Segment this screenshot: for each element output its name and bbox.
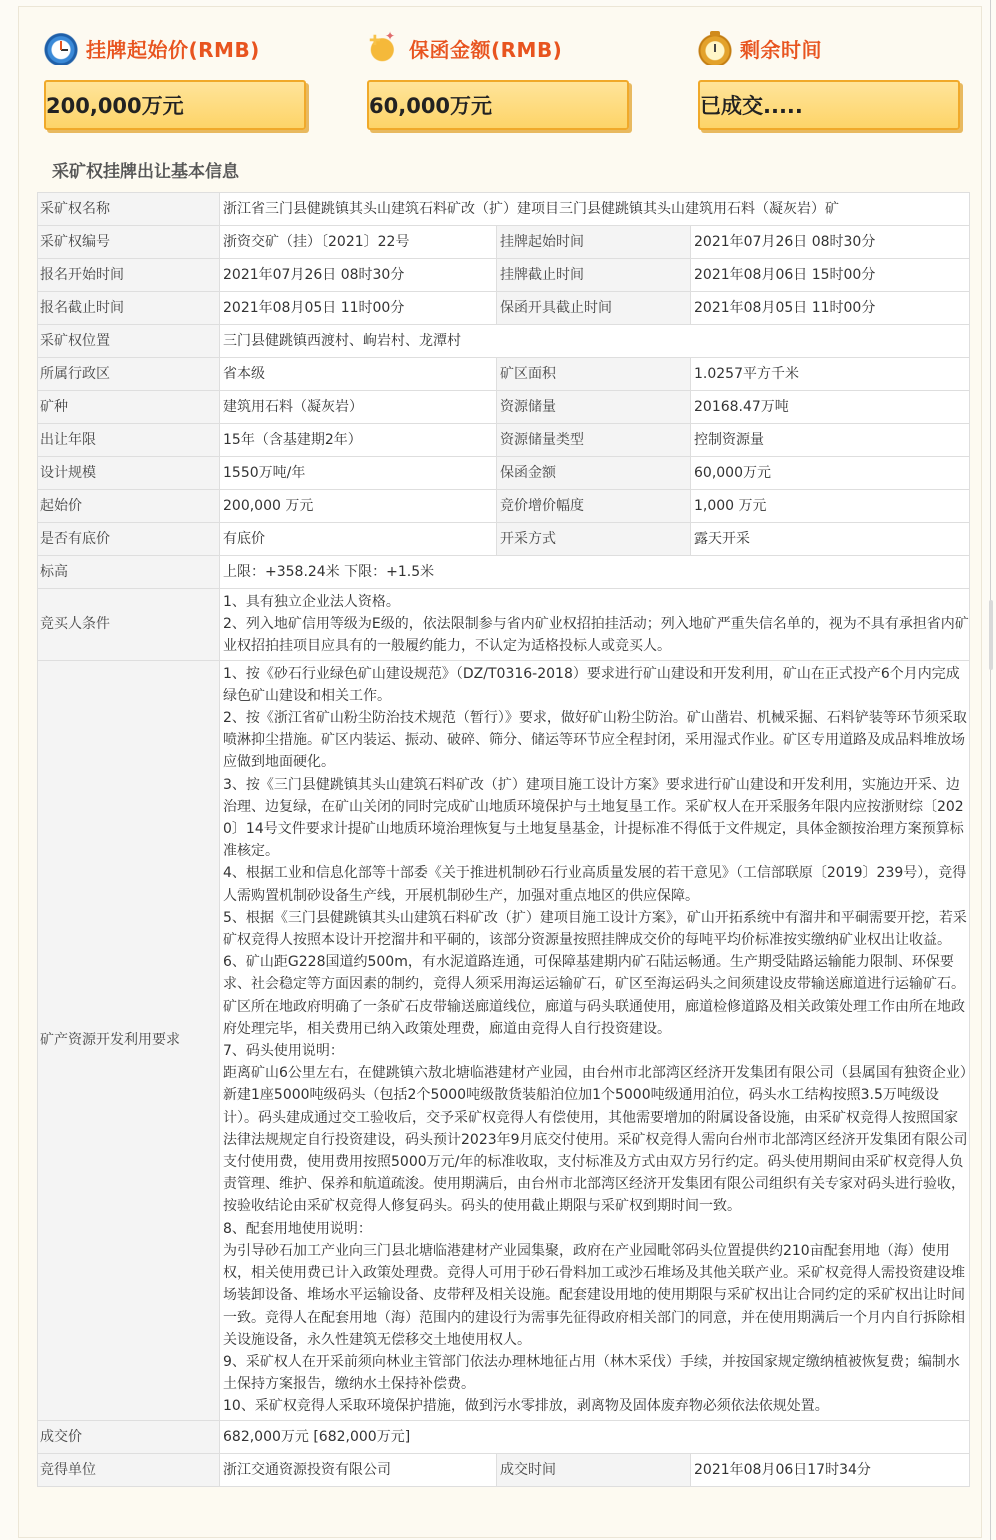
stat-remaining-header — [698, 28, 822, 68]
row-value: 1,000 万元 — [691, 490, 970, 523]
row-key: 开采方式 — [497, 523, 691, 556]
requirement-item: 为引导砂石加工产业向三门县北塘临港建材产业园集聚，政府在产业园毗邻码头位置提供约210亩配套用地（海）使用权，相关使用费已计入政策处理费。竞得人可用于砂石骨料加工或沙石堆场及其他关联产业。采矿权竞得人需投资建设堆场装卸设备、堆场水平运输设备、皮带秤及相关设施。配套建设用地的使用期限与采矿权出让合同约定的采矿权出让时间一致。竞得人在配套用地（海）范围内的建设行为需事先征得政府相关部门的同意，并在使用期满后一个月内自行拆除相关设施设备，永久性建筑无偿移交土地使用权人。 — [223, 1242, 965, 1348]
stat-guarantee-label: 保函金额(RMB) — [409, 37, 563, 62]
stat-start-price-header — [44, 28, 260, 68]
row-value: 2021年08月06日17时34分 — [691, 1453, 970, 1486]
row-value: 2021年08月05日 11时00分 — [220, 292, 497, 325]
table-row — [38, 457, 970, 490]
row-value: 有底价 — [220, 523, 497, 556]
row-value: 建筑用石料（凝灰岩） — [220, 391, 497, 424]
row-value: 露天开采 — [691, 523, 970, 556]
table-row — [38, 424, 970, 457]
row-key: 采矿权名称 — [38, 193, 220, 226]
row-value: 浙资交矿（挂）〔2021〕22号 — [220, 226, 497, 259]
info-table — [37, 192, 970, 1487]
table-row — [38, 1420, 970, 1453]
scrollbar-thumb[interactable] — [989, 600, 993, 670]
row-key: 资源储量类型 — [497, 424, 691, 457]
table-row — [38, 490, 970, 523]
table-row — [38, 556, 970, 589]
row-key: 挂牌起始时间 — [497, 226, 691, 259]
row-key: 是否有底价 — [38, 523, 220, 556]
row-key: 资源储量 — [497, 391, 691, 424]
row-key: 挂牌截止时间 — [497, 259, 691, 292]
table-row — [38, 193, 970, 226]
row-key: 竞得单位 — [38, 1453, 220, 1486]
requirement-item: 3、按《三门县健跳镇其头山建筑石料矿改（扩）建项目施工设计方案》要求进行矿山建设和开发利用，实施边开采、边治理、边复绿，在矿山关闭的同时完成矿山地质环境保护与土地复垦工作。采矿权人在开采服务年限内应按浙财综〔2020〕14号文件要求计提矿山地质环境治理恢复与土地复垦基金，计提标准不得低于文件规定，具体金额按治理方案预算标准核定。 — [223, 776, 964, 860]
requirement-item: 6、矿山距G228国道约500m，有水泥道路连通，可保障基建期内矿石陆运畅通。生产期受陆路运输能力限制、环保要求、社会稳定等方面因素的制约，竞得人须采用海运运输矿石，矿区至海运码头之间须建设皮带输送廊道进行运输矿石。矿区所在地政府明确了一条矿石皮带输送廊道线位，廊道与码头联通使用，廊道检修道路及相关政策处理工作由所在地政府处理完毕，相关费用已纳入政策处理费，廊道由竞得人自行投资建设。 — [223, 954, 965, 1037]
requirement-item: 4、根据工业和信息化部等十部委《关于推进机制砂石行业高质量发展的若干意见》（工信部联原〔2019〕239号），竞得人需购置机制砂设备生产线，开展机制砂生产，加强对重点地区的供应保障。 — [223, 865, 967, 904]
section-title: 采矿权挂牌出让基本信息 — [52, 162, 239, 182]
requirement-item: 5、根据《三门县健跳镇其头山建筑石料矿改（扩）建项目施工设计方案》，矿山开拓系统中有溜井和平硐需要开挖，若采矿权竞得人按照本设计开挖溜井和平硐的，该部分资源量按照挂牌成交价的每吨平均价标准按实缴纳矿业权出让收益。 — [223, 909, 967, 949]
row-key: 矿区面积 — [497, 358, 691, 391]
row-value: 682,000万元 [682,000万元] — [220, 1420, 970, 1453]
row-value: 1550万吨/年 — [220, 457, 497, 490]
row-key: 竞买人条件 — [38, 589, 220, 661]
table-row — [38, 358, 970, 391]
row-key: 设计规模 — [38, 457, 220, 490]
price-clock-icon — [44, 31, 78, 65]
condition-item: 2、列入地矿信用等级为E级的，依法限制参与省内矿业权招拍挂活动；列入地矿严重失信名单的，视为不具有承担省内矿业权招拍挂项目应具有的一般履约能力，不认定为适格投标人或竞买人。 — [223, 616, 969, 655]
row-key: 保函金额 — [497, 457, 691, 490]
row-key: 保函开具截止时间 — [497, 292, 691, 325]
row-value: 浙江省三门县健跳镇其头山建筑石料矿改（扩）建项目三门县健跳镇其头山建筑用石料（凝灰岩）矿 — [220, 193, 970, 226]
row-value: 三门县健跳镇西渡村、岣岩村、龙潭村 — [220, 325, 970, 358]
table-row — [38, 259, 970, 292]
requirement-item: 1、按《砂石行业绿色矿山建设规范》（DZ/T0316-2018）要求进行矿山建设和开发利用，矿山在正式投产6个月内完成绿色矿山建设和相关工作。 — [223, 665, 960, 704]
table-row — [38, 292, 970, 325]
stat-remaining-label: 剩余时间 — [740, 37, 822, 62]
row-value: 15年（含基建期2年） — [220, 424, 497, 457]
row-value: 200,000 万元 — [220, 490, 497, 523]
requirement-item: 8、配套用地使用说明： — [223, 1220, 372, 1237]
table-row — [38, 1453, 970, 1486]
row-value: 2021年07月26日 08时30分 — [691, 226, 970, 259]
money-bag-icon — [367, 31, 401, 65]
table-row — [38, 660, 970, 1420]
table-row — [38, 391, 970, 424]
row-key: 起始价 — [38, 490, 220, 523]
row-value: 省本级 — [220, 358, 497, 391]
table-row — [38, 226, 970, 259]
row-value: 60,000万元 — [691, 457, 970, 490]
timer-icon — [698, 31, 732, 65]
row-value: 控制资源量 — [691, 424, 970, 457]
requirement-item: 9、采矿权人在开采前须向林业主管部门依法办理林地征占用（林木采伐）手续，并按国家规定缴纳植被恢复费；编制水土保持方案报告，缴纳水土保持补偿费。 — [223, 1353, 960, 1393]
row-value: 20168.47万吨 — [691, 391, 970, 424]
stat-start-price-value: 200,000万元 — [44, 80, 306, 130]
row-key: 竞价增价幅度 — [497, 490, 691, 523]
development-requirements — [220, 660, 970, 1420]
row-key: 出让年限 — [38, 424, 220, 457]
row-key: 报名开始时间 — [38, 259, 220, 292]
table-row — [38, 523, 970, 556]
table-row — [38, 589, 970, 661]
row-key: 成交时间 — [497, 1453, 691, 1486]
row-value: 1.0257平方千米 — [691, 358, 970, 391]
condition-item: 1、具有独立企业法人资格。 — [223, 594, 400, 610]
table-row — [38, 325, 970, 358]
row-value: 2021年08月06日 15时00分 — [691, 259, 970, 292]
row-key: 所属行政区 — [38, 358, 220, 391]
stat-guarantee-value: 60,000万元 — [367, 80, 629, 130]
row-key: 采矿权编号 — [38, 226, 220, 259]
row-key: 矿种 — [38, 391, 220, 424]
row-key: 报名截止时间 — [38, 292, 220, 325]
row-key: 标高 — [38, 556, 220, 589]
stat-guarantee-header — [367, 28, 562, 68]
row-key: 采矿权位置 — [38, 325, 220, 358]
requirement-item: 2、按《浙江省矿山粉尘防治技术规范（暂行）》要求，做好矿山粉尘防治。矿山凿岩、机械采掘、石料铲装等环节须采取喷淋抑尘措施。矿区内装运、振动、破碎、筛分、储运等环节应全程封闭，采用湿式作业。矿区专用道路及成品料堆放场应做到地面硬化。 — [223, 710, 967, 771]
requirement-item: 距离矿山6公里左右，在健跳镇六敖北塘临港建材产业园，由台州市北部湾区经济开发集团有限公司（县属国有独资企业）新建1座5000吨级码头（包括2个5000吨级散货装船泊位加1个5000吨级通用泊位，码头水工结构按照3.5万吨级设计）。码头建成通过交工验收后，交予采矿权竞得人有偿使用，其他需要增加的附属设备设施，由采矿权竞得人按照国家法律法规规定自行投资建设，码头预计2023年9月底交付使用。采矿权竞得人需向台州市北部湾区经济开发集团有限公司支付使用费，使用费用按照5000万元/年的标准收取，支付标准及方式由双方另行约定。码头使用期间由采矿权竞得人负责管理、维护、保养和航道疏浚。使用期满后，由台州市北部湾区经济开发集团有限公司组织有关专家对码头进行验收，按验收结论由采矿权竞得人修复码头。码头的使用截止期限与采矿权到期时间一致。 — [223, 1065, 968, 1215]
row-key: 矿产资源开发利用要求 — [38, 660, 220, 1420]
row-key: 成交价 — [38, 1420, 220, 1453]
row-value: 2021年08月05日 11时00分 — [691, 292, 970, 325]
bidder-conditions — [220, 589, 970, 661]
row-value: 上限：+358.24米 下限：+1.5米 — [220, 556, 970, 589]
stat-start-price-label: 挂牌起始价(RMB) — [86, 37, 260, 62]
requirement-item: 7、码头使用说明： — [223, 1043, 344, 1060]
viewport-edge — [990, 0, 991, 1540]
requirement-item: 10、采矿权竞得人采取环境保护措施，做到污水零排放，剥离物及固体废弃物必须依法依规处置。 — [223, 1398, 829, 1415]
stat-remaining-value: 已成交..... — [698, 80, 960, 130]
row-value: 2021年07月26日 08时30分 — [220, 259, 497, 292]
row-value: 浙江交通资源投资有限公司 — [220, 1453, 497, 1486]
